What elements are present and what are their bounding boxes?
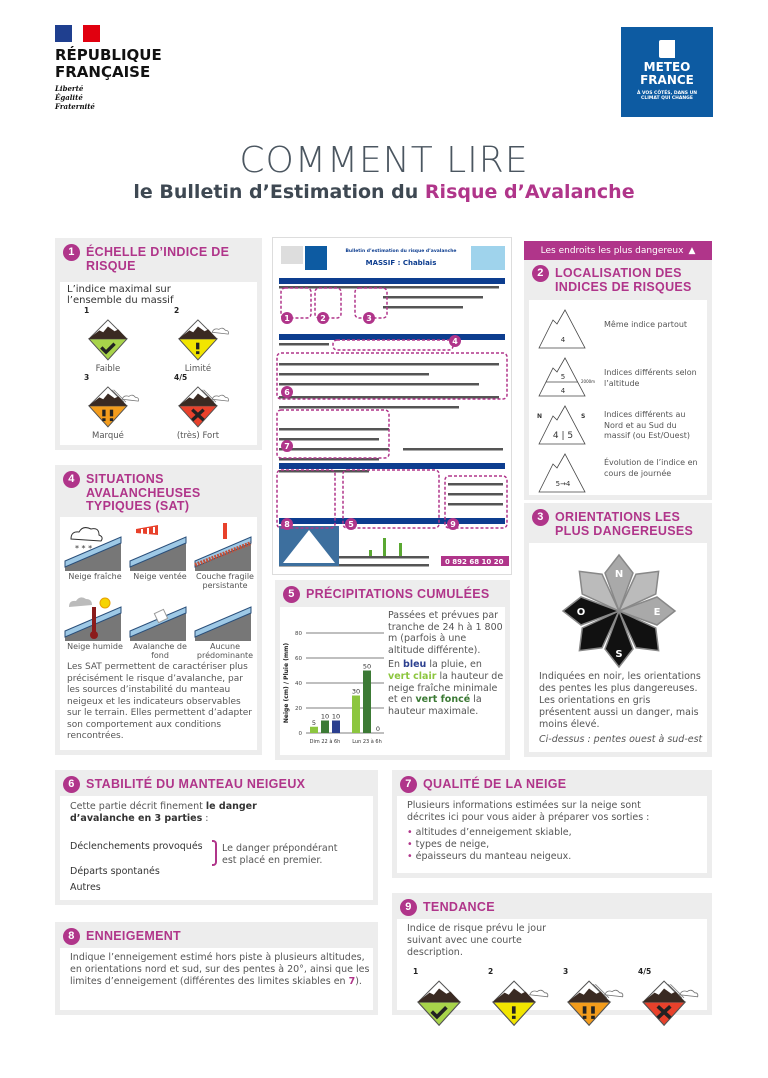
risk-icon-4: [178, 385, 231, 429]
section-localisation: 2 LOCALISATION DES INDICES DE RISQUES 4 Même indice partout 5 4 2000m Indices différents selon l’altitude 4 | 5 N S Indices différents au Nord et au Sud du massif (ou Est/Ouest) 5→4 Évolution de l’indice en cours de journée: [524, 260, 712, 500]
level-number: 1: [413, 967, 419, 976]
y-tick-label: 80: [295, 631, 302, 637]
sat-label: Neige ventée: [133, 572, 187, 581]
y-tick-label: 60: [295, 656, 302, 662]
y-tick-label: 20: [295, 706, 302, 712]
compass-label-E: E: [653, 607, 661, 618]
section-stabilite: 6 STABILITÉ DU MANTEAU NEIGEUX Cette partie décrit finement le danger d’avalanche en 3 parties : Déclenchements provoqués Départs spontanés Autres Le danger prépondérant est placé en premier.: [55, 770, 378, 905]
orientation-compass-rose: [559, 551, 679, 671]
level-number: 2: [488, 967, 494, 976]
sat-icon: [130, 523, 186, 571]
localisation-text: Indices différents selon l’altitude: [604, 368, 697, 388]
svg-text:5→4: 5→4: [555, 480, 571, 488]
risk-level-1: [413, 967, 476, 1027]
thumb-marker-label: 4: [452, 337, 458, 346]
risk-level-3: [563, 967, 626, 1027]
bar-value-label: 0: [375, 725, 381, 733]
compass-label-O: O: [576, 607, 586, 618]
thumb-phone: 0 892 68 10 20: [445, 558, 504, 566]
risk-icon-1: [417, 979, 476, 1027]
bar: [321, 721, 329, 734]
sat-icon: [65, 593, 121, 641]
sat-label: Aucune prédominante: [196, 642, 254, 660]
page-title: COMMENT LIRE: [239, 140, 529, 181]
compass-label-S: S: [615, 649, 623, 660]
section-tendance: 9 TENDANCE Indice de risque prévu le jour suivant avec une courte description. 1 2 3 4/5: [392, 893, 712, 1015]
section-enneigement: 8 ENNEIGEMENT Indique l’enneigement estimé hors piste à plusieurs altitudes, en orientations nord et sud, sur des pentes à 20°, ainsi que les limites d’enneigement (différentes des limites skiables en 7).: [55, 922, 378, 1015]
risk-level-4: [638, 967, 701, 1027]
bar: [310, 727, 318, 733]
sat-item: [65, 523, 125, 581]
x-tick-label: Dim 22 à 6h: [309, 739, 341, 745]
thumb-marker-label: 1: [284, 314, 290, 323]
section-precipitations: 5 PRÉCIPITATIONS CUMULÉES 0 20 40 60 80 Neige (cm) / Pluie (mm) 5 10 10 Dim 22 à 6h 30 50 0 Lun 23 à 6h Passées et prévues par tranche de 24 h à 1 800 m (parfois à une altitude différente). En bleu la pluie, en vert clair la hauteur de neige fraîche minimale et en vert foncé la hauteur maximale.: [275, 580, 510, 760]
level-number: 3: [563, 967, 569, 976]
level-label: (très) Fort: [176, 430, 220, 441]
bar-value-label: 5: [311, 718, 317, 727]
level-number: 1: [84, 306, 90, 315]
sat-icon: [65, 523, 121, 571]
thumb-massif: MASSIF : Chablais: [365, 259, 437, 267]
risk-level-2: [488, 967, 551, 1027]
thumb-marker-label: 6: [284, 388, 290, 397]
mountain-icon: [537, 402, 593, 448]
bar-value-label: 10: [320, 712, 330, 721]
meteo-france-logo: METEO FRANCE À VOS CÔTÉS, DANS UN CLIMAT QUI CHANGE: [621, 27, 713, 117]
level-number: 4/5: [174, 373, 188, 382]
bar: [352, 696, 360, 734]
svg-text:5: 5: [560, 373, 566, 381]
level-number: 4/5: [638, 967, 652, 976]
section-orientations: 3 ORIENTATIONS LES PLUS DANGEREUSES N E S O Indiquées en noir, les orientations des pentes les plus dangereuses. Les orientations en gris présentent aussi un danger, mais moins élevé. Ci-dessus : pentes ouest à sud-est: [524, 503, 712, 757]
section-sat: 4 SITUATIONS AVALANCHEUSES TYPIQUES (SAT) * * * Neige fraîche Neige ventée Couche fragile persistante Neige humide Avalanche de fond Aucune prédominante Les SAT permettent de caractériser plus précisément le risque d’avalanche, par les sources d’instabilité du manteau neigeux et les indicateurs observables sur le terrain. Elles permettent d’adapter son comportement aux conditions rencontrées.: [55, 465, 262, 755]
svg-text:N: N: [537, 413, 543, 420]
risk-icon-1: [88, 318, 141, 362]
bar: [332, 721, 340, 734]
level-number: 3: [84, 373, 90, 382]
thumb-marker-label: 7: [284, 442, 290, 451]
localisation-text: Évolution de l’indice en cours de journée: [604, 458, 698, 478]
bar: [363, 671, 371, 734]
svg-text:S: S: [581, 413, 586, 420]
y-axis-label: Neige (cm) / Pluie (mm): [283, 642, 290, 724]
thumb-marker-label: 2: [320, 314, 326, 323]
sat-item: [195, 593, 255, 660]
risk-icon-2: [492, 979, 551, 1027]
risk-level-3: [84, 373, 141, 441]
risk-icon-2: [178, 318, 231, 362]
level-label: Marqué: [91, 430, 124, 441]
svg-text:2000m: 2000m: [581, 379, 596, 384]
risk-level-1: [84, 306, 141, 374]
sat-label: Avalanche de fond: [133, 642, 187, 660]
warning-icon: ▲: [688, 245, 696, 256]
level-number: 2: [174, 306, 180, 315]
section-risk-scale: 1 ÉCHELLE D’INDICE DE RISQUE L’indice maximal sur l’ensemble du massif 1 Faible 2 Limité 3 Marqué 4/5 (très) Fort: [55, 238, 262, 450]
bar-value-label: 50: [362, 662, 372, 671]
risk-icon-4: [642, 979, 701, 1027]
localisation-row: [529, 402, 707, 448]
risk-icon-3: [88, 385, 141, 429]
svg-text:* * *: * * *: [75, 544, 93, 553]
sat-icon: [195, 593, 251, 641]
bar-value-label: 30: [351, 687, 361, 696]
flag-icon: [55, 25, 100, 42]
svg-text:4: 4: [560, 336, 566, 344]
level-label: Faible: [95, 363, 121, 374]
thumb-marker-label: 9: [450, 520, 456, 529]
y-tick-label: 0: [298, 731, 302, 737]
localisation-text: Indices différents au Nord et au Sud du massif (ou Est/Ouest): [604, 410, 691, 440]
mountain-icon: [537, 450, 593, 496]
sat-item: [65, 593, 125, 651]
thumb-marker-label: 8: [284, 520, 290, 529]
thumb-title: Bulletin d’estimation du risque d’avalanche: [345, 249, 457, 254]
meteo-france-emblem-icon: [659, 40, 675, 58]
risk-level-4: [174, 373, 231, 441]
risk-icon-3: [567, 979, 626, 1027]
sat-label: Neige humide: [67, 642, 123, 651]
localisation-text: Même indice partout: [604, 320, 688, 329]
localisation-row: [529, 306, 707, 352]
page-subtitle: le Bulletin d’Estimation du Risque d’Avalanche: [133, 181, 635, 203]
y-tick-label: 40: [295, 681, 302, 687]
localisation-row: [529, 354, 707, 400]
republique-francaise-logo: RÉPUBLIQUE FRANÇAISE Liberté Égalité Fraternité: [55, 25, 165, 111]
compass-label-N: N: [614, 569, 624, 580]
section-qualite-neige: 7 QUALITÉ DE LA NEIGE Plusieurs informations estimées sur la neige sont décrites ici pour vous aider à préparer vos sorties : • altitudes d’enneigement skiable, • types de neige, • épaisseurs du manteau neigeux.: [392, 770, 712, 878]
sat-item: [130, 593, 190, 660]
bar-value-label: 10: [331, 712, 341, 721]
svg-text:4: 4: [560, 387, 566, 395]
sat-label: Neige fraîche: [68, 572, 122, 581]
sat-label: Couche fragile persistante: [196, 572, 254, 590]
bulletin-thumbnail: [272, 237, 512, 575]
thumb-marker-label: 5: [348, 520, 354, 529]
thumb-marker-label: 3: [366, 314, 372, 323]
sat-icon: [130, 593, 186, 641]
dangerous-places-banner: Les endroits les plus dangereux ▲: [524, 241, 712, 260]
sat-item: [195, 523, 255, 590]
sat-item: [130, 523, 190, 581]
svg-text:4 | 5: 4 | 5: [552, 431, 574, 441]
precipitation-chart: [280, 621, 388, 751]
level-label: Limité: [184, 363, 212, 374]
x-tick-label: Lun 23 à 6h: [352, 739, 382, 745]
brace: [212, 840, 217, 866]
mountain-icon: [537, 354, 596, 400]
risk-level-2: [174, 306, 231, 374]
mountain-icon: [537, 306, 593, 352]
sat-icon: [195, 523, 251, 571]
localisation-row: [529, 450, 707, 496]
